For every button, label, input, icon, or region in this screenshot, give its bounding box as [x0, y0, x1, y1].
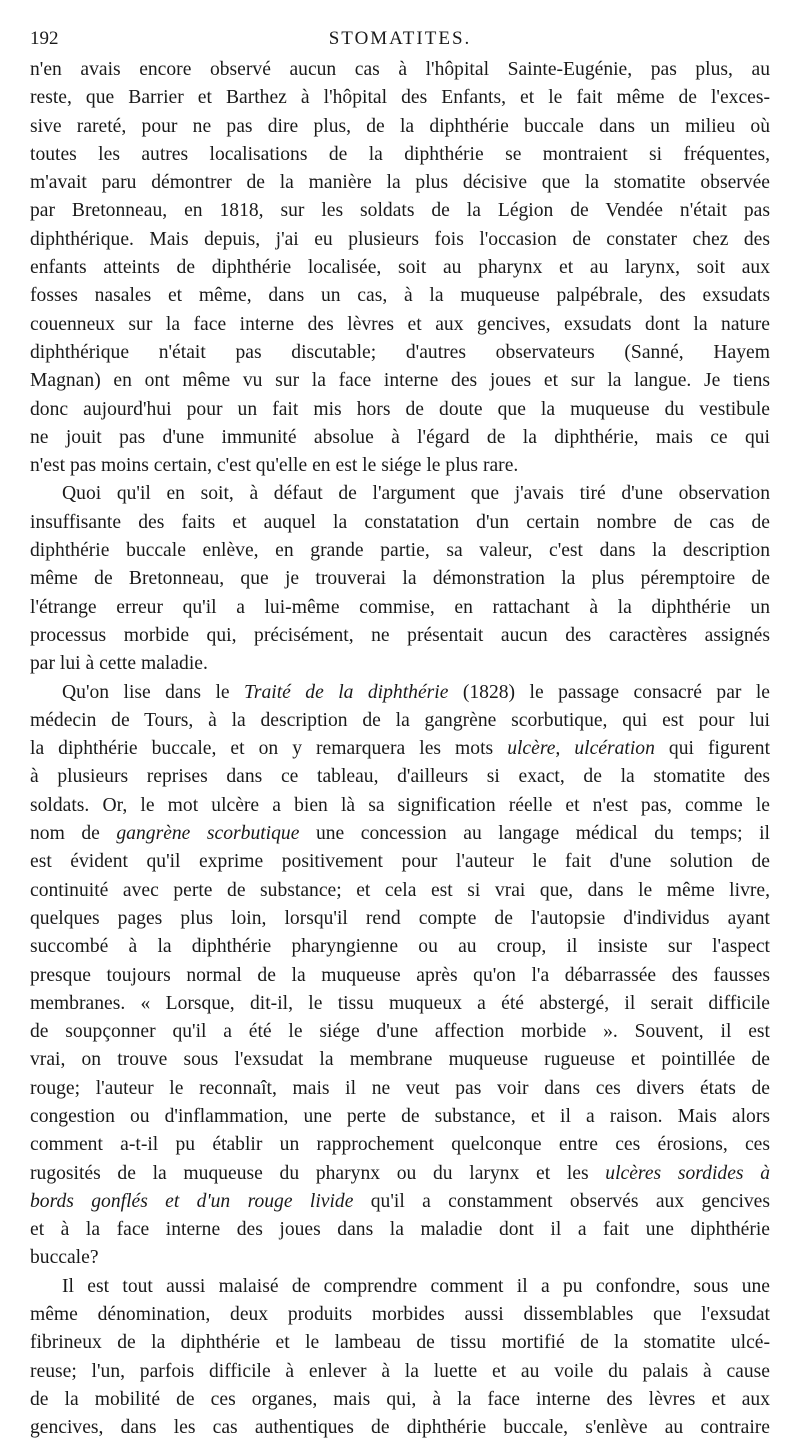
text-line: soldats. Or, le mot ulcère a bien là sa signification réelle et n'est pas, comme le	[30, 794, 770, 816]
text-line: insuffisante des faits et auquel la constatation d'un certain nombre de cas de	[30, 511, 770, 533]
text-line: même dénomination, deux produits morbides aussi dissemblables que l'exsudat	[30, 1304, 770, 1326]
running-title: STOMATITES.	[328, 28, 472, 49]
body-text	[30, 56, 770, 1443]
text-line: processus morbide qui, précisément, ne présentait aucun des caractères assignés	[30, 624, 770, 646]
text-line: succombé à la diphthérie pharyngienne ou au croup, il insiste sur l'aspect	[30, 936, 770, 958]
text-line: Il est tout aussi malaisé de comprendre comment il a pu confondre, sous une	[62, 1275, 770, 1297]
text-line: même de Bretonneau, que je trouverai la démonstration la plus péremptoire de	[30, 568, 770, 590]
text-line: rouge; l'auteur le reconnaît, mais il ne veut pas voir dans ces divers états de	[30, 1077, 770, 1099]
italic-phrase: Traité de la diphthérie	[244, 681, 449, 703]
text-line: par lui à cette maladie.	[30, 653, 208, 675]
italic-phrase: gangrène scorbutique	[116, 823, 300, 845]
text-line: couenneux sur la face interne des lèvres et aux gencives, exsudats dont la nature	[30, 313, 770, 335]
text-line: rugosités de la muqueuse du pharynx ou du larynx et les ulcères sordides à	[30, 1162, 770, 1184]
text-line: diphthérique n'était pas discutable; d'autres observateurs (Sanné, Hayem	[30, 341, 770, 363]
text-line: médecin de Tours, à la description de la gangrène scorbutique, qui est pour lui	[30, 709, 770, 731]
text-line: bords gonflés et d'un rouge livide qu'il a constamment observés aux gencives	[30, 1190, 771, 1212]
text-line: congestion ou d'inflammation, une perte de substance, et il a raison. Mais alors	[30, 1105, 770, 1127]
text-line: sive rareté, pour ne pas dire plus, de la diphthérie buccale dans un milieu où	[30, 115, 770, 137]
text-line: presque toujours normal de la muqueuse après qu'on l'a débarrassée des fausses	[30, 964, 770, 986]
text-line: diphthérique. Mais depuis, j'ai eu plusieurs fois l'occasion de constater chez des	[30, 228, 770, 250]
text-line: Quoi qu'il en soit, à défaut de l'argument que j'avais tiré d'une observation	[62, 483, 770, 505]
text-line: la diphthérie buccale, et on y remarquera les mots ulcère, ulcération qui figurent	[30, 738, 771, 760]
text-line: fosses nasales et même, dans un cas, à la muqueuse palpébrale, des exsudats	[30, 285, 770, 307]
text-line: de soupçonner qu'il a été le siége d'une affection morbide ». Souvent, il est	[30, 1021, 770, 1043]
italic-phrase: bords gonflés et d'un rouge livide	[30, 1190, 354, 1212]
text-line: toutes les autres localisations de la diphthérie se montraient si fréquentes,	[30, 143, 770, 165]
text-line: m'avait paru démontrer de la manière la plus décisive que la stomatite observée	[30, 172, 770, 194]
text-line: gencives, dans les cas authentiques de diphthérie buccale, s'enlève au contraire	[30, 1417, 770, 1439]
text-line: est évident qu'il exprime positivement pour l'auteur le fait d'une solution de	[30, 851, 770, 873]
text-line: reuse; l'un, parfois difficile à enlever à la luette et au voile du palais à cause	[30, 1360, 770, 1382]
text-line: vrai, on trouve sous l'exsudat la membrane muqueuse rugueuse et pointillée de	[30, 1049, 770, 1071]
text-line: par Bretonneau, en 1818, sur les soldats de la Légion de Vendée n'était pas	[30, 200, 770, 222]
text-line: nom de gangrène scorbutique une concession au langage médical du temps; il	[30, 823, 770, 845]
text-line: reste, que Barrier et Barthez à l'hôpital des Enfants, et le fait même de l'exces-	[30, 87, 770, 109]
italic-phrase: ulcères sordides à	[605, 1162, 770, 1184]
text-line: à plusieurs reprises dans ce tableau, d'ailleurs si exact, de la stomatite des	[30, 766, 770, 788]
italic-phrase: ulcère, ulcération	[507, 738, 655, 760]
text-line: membranes. « Lorsque, dit-il, le tissu muqueux a été abstergé, il serait difficile	[30, 992, 770, 1014]
text-line: enfants atteints de diphthérie localisée, soit au pharynx et au larynx, soit aux	[30, 257, 770, 279]
text-line: comment a-t-il pu établir un rapprochement quelconque entre ces érosions, ces	[30, 1134, 770, 1156]
text-line: et à la face interne des joues dans la maladie dont il a fait une diphthérie	[30, 1219, 770, 1241]
text-line: Qu'on lise dans le Traité de la diphthérie (1828) le passage consacré par le	[62, 681, 770, 703]
text-line: donc aujourd'hui pour un fait mis hors de doute que la muqueuse du vestibule	[30, 398, 770, 420]
text-line: l'étrange erreur qu'il a lui-même commise, en rattachant à la diphthérie un	[30, 596, 770, 618]
text-line: Magnan) en ont même vu sur la face interne des joues et sur la langue. Je tiens	[30, 370, 770, 392]
text-line: n'est pas moins certain, c'est qu'elle en est le siége le plus rare.	[30, 455, 519, 477]
text-line: ne jouit pas d'une immunité absolue à l'égard de la diphthérie, mais ce qui	[30, 426, 770, 448]
page-number: 192	[30, 28, 59, 49]
text-line: continuité avec perte de substance; et cela est si vrai que, dans le même livre,	[30, 879, 770, 901]
text-line: fibrineux de la diphthérie et le lambeau de tissu mortifié de la stomatite ulcé-	[30, 1332, 770, 1354]
text-line: de la mobilité de ces organes, mais qui, à la face interne des lèvres et aux	[30, 1388, 770, 1410]
text-line: buccale?	[30, 1247, 99, 1269]
text-line: diphthérie buccale enlève, en grande partie, sa valeur, c'est dans la description	[30, 540, 770, 562]
text-line: n'en avais encore observé aucun cas à l'hôpital Sainte-Eugénie, pas plus, au	[30, 59, 770, 80]
running-head	[30, 28, 770, 54]
text-line: quelques pages plus loin, lorsqu'il rend compte de l'autopsie d'individus ayant	[30, 907, 770, 929]
